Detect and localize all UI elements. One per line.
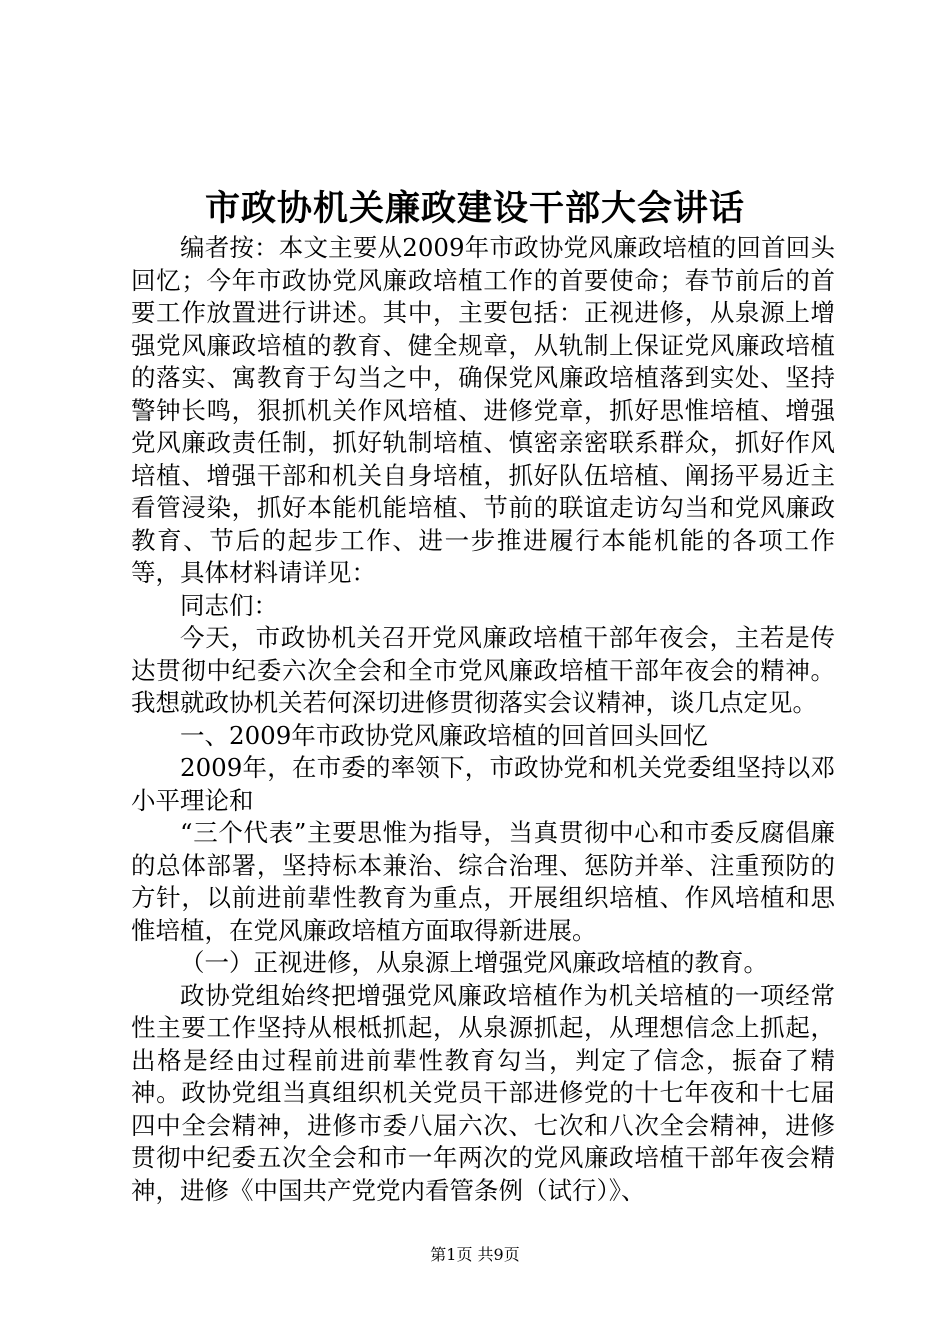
opening-paragraph: 今天，市政协机关召开党风廉政培植干部年夜会，主若是传达贯彻中纪委六次全会和全市党风廉政培植干部年夜会的精神。我想就政协机关若何深切进修贯彻落实会议精神，谈几点定见。: [131, 623, 835, 717]
document-title: 市政协机关廉政建设干部大会讲话: [204, 188, 745, 229]
body-paragraph: 政协党组始终把增强党风廉政培植作为机关培植的一项经常性主要工作坚持从根柢抓起，从泉源抓起，从理想信念上抓起，出格是经由过程前进前辈性教育勾当，判定了信念，振奋了精神。政协党组当真组织机关党员干部进修党的十七年夜和十七届四中全会精神，进修市委八届六次、七次和八次全会精神，进修贯彻中纪委五次全会和市一年两次的党风廉政培植干部年夜会精神，进修《中国共产党党内看管条例（试行）》、: [131, 980, 835, 1205]
page-number-footer: 第1页 共9页: [430, 1245, 520, 1264]
body-paragraph: 2009年，在市委的率领下，市政协党和机关党委组坚持以邓小平理论和: [131, 753, 835, 815]
document-body: [131, 232, 835, 1207]
subsection-heading-1: （一）正视进修，从泉源上增强党风廉政培植的教育。: [180, 948, 768, 977]
editor-note-paragraph: 编者按：本文主要从2009年市政协党风廉政培植的回首回头回忆；今年市政协党风廉政培植工作的首要使命；春节前后的首要工作放置进行讲述。其中，主要包括：正视进修，从泉源上增强党风廉政培植的教育、健全规章，从轨制上保证党风廉政培植的落实、寓教育于勾当之中，确保党风廉政培植落到实处、坚持警钟长鸣，狠抓机关作风培植、进修党章，抓好思惟培植、增强党风廉政责任制，抓好轨制培植、慎密亲密联系群众，抓好作风培植、增强干部和机关自身培植，抓好队伍培植、阐扬平易近主看管浸染，抓好本能机能培植、节前的联谊走访勾当和党风廉政教育、节后的起步工作、进一步推进履行本能机能的各项工作等，具体材料请详见：: [131, 233, 835, 587]
body-paragraph: “三个代表”主要思惟为指导，当真贯彻中心和市委反腐倡廉的总体部署，坚持标本兼治、综合治理、惩防并举、注重预防的方针，以前进前辈性教育为重点，开展组织培植、作风培植和思惟培植，在党风廉政培植方面取得新进展。: [131, 818, 835, 945]
section-heading-1: 一、2009年市政协党风廉政培植的回首回头回忆: [180, 720, 708, 750]
salutation-paragraph: 同志们：: [180, 590, 278, 620]
